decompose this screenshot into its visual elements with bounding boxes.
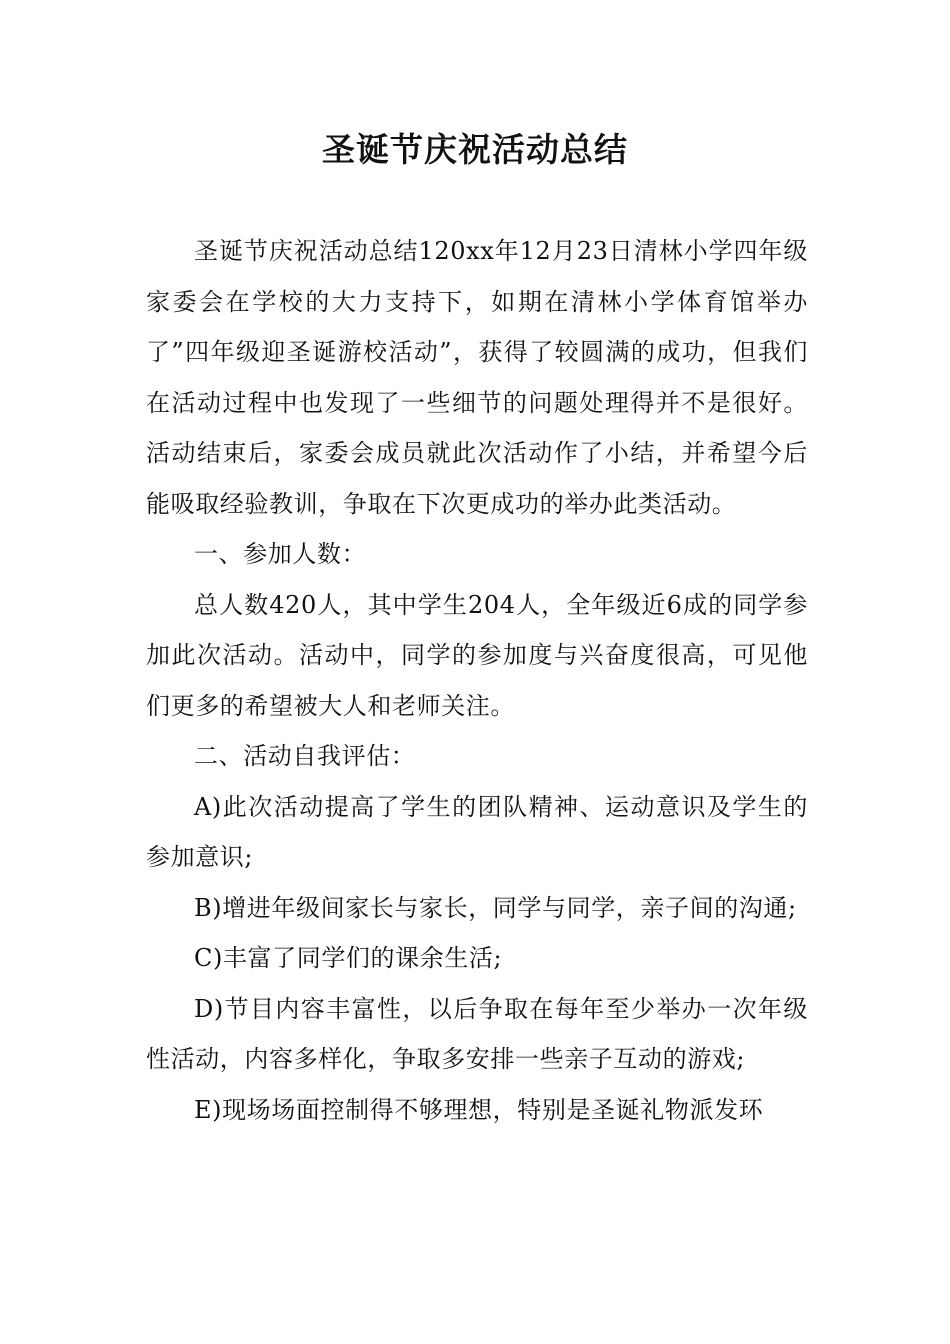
list-item-d: D)节目内容丰富性，以后争取在每年至少举办一次年级性活动，内容多样化，争取多安排一些亲子互动的游戏;	[146, 994, 808, 1073]
document-title: 圣诞节庆祝活动总结	[322, 130, 628, 169]
list-item-a: A)此次活动提高了学生的团队精神、运动意识及学生的参加意识;	[146, 792, 808, 871]
list-item-b: B)增进年级间家长与家长，同学与同学，亲子间的沟通;	[194, 893, 797, 922]
paragraph-participants: 总人数420人，其中学生204人，全年级近6成的同学参加此次活动。活动中，同学的参加度与兴奋度很高，可见他们更多的希望被大人和老师关注。	[146, 590, 808, 720]
paragraph-intro: 圣诞节庆祝活动总结120xx年12月23日清林小学四年级家委会在学校的大力支持下，如期在清林小学体育馆举办了”四年级迎圣诞游校活动”，获得了较圆满的成功，但我们在活动过程中也发现了一些细节的问题处理得并不是很好。活动结束后，家委会成员就此次活动作了小结，并希望今后能吸取经验教训，争取在下次更成功的举办此类活动。	[146, 237, 808, 518]
section-heading-self-evaluation: 二、活动自我评估：	[194, 742, 416, 770]
list-item-c: C)丰富了同学们的课余生活;	[194, 944, 503, 972]
section-heading-participants: 一、参加人数：	[194, 540, 367, 568]
document-body	[146, 226, 808, 1135]
list-item-e: E)现场场面控制得不够理想，特别是圣诞礼物派发环	[194, 1095, 764, 1124]
